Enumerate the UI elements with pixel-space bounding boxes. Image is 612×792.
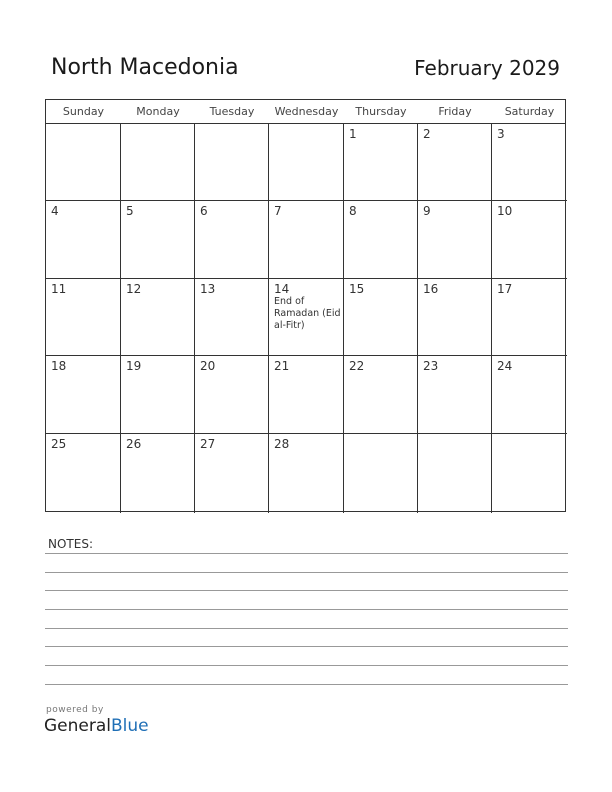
day-cell [344,356,418,434]
day-number: 13 [200,282,216,296]
note-line [45,590,568,591]
day-cell [269,279,344,356]
day-number: 22 [349,359,365,373]
day-number: 20 [200,359,216,373]
day-cell [492,124,567,201]
day-cell [121,356,195,434]
month-year-title: February 2029 [414,56,560,80]
day-cell [46,434,121,513]
day-number: 4 [51,204,59,218]
day-cell [344,201,418,279]
day-cell [195,356,269,434]
day-number: 9 [423,204,431,218]
weekday-header-wednesday: Wednesday [274,105,339,118]
day-number: 18 [51,359,67,373]
calendar-grid [45,99,566,512]
day-number: 10 [497,204,513,218]
day-cell [121,124,195,201]
day-number: 5 [126,204,134,218]
day-cell [269,201,344,279]
weekday-header-friday: Friday [438,105,472,118]
day-cell [344,279,418,356]
note-line [45,609,568,610]
logo-general: General [44,716,111,736]
weekday-header-monday: Monday [136,105,180,118]
note-line [45,646,568,647]
day-number: 17 [497,282,513,296]
day-cell [492,201,567,279]
day-cell [492,279,567,356]
day-cell [418,356,492,434]
day-number: 7 [274,204,282,218]
powered-by-text: powered by [46,705,104,715]
country-title: North Macedonia [51,55,239,80]
weekday-header-tuesday: Tuesday [209,105,255,118]
day-cell [344,124,418,201]
day-number: 6 [200,204,208,218]
weekday-header-thursday: Thursday [355,105,407,118]
holiday-event: End of Ramadan (Eid al-Fitr) [274,296,341,331]
day-cell [195,124,269,201]
weekday-header-row [46,100,565,124]
day-cell [492,356,567,434]
day-cell [344,434,418,513]
note-line [45,684,568,685]
day-cell [121,201,195,279]
day-number: 8 [349,204,357,218]
note-line [45,572,568,573]
day-number: 28 [274,437,290,451]
day-number: 16 [423,282,439,296]
day-cell [46,124,121,201]
note-line [45,665,568,666]
day-number: 19 [126,359,142,373]
day-cell [46,279,121,356]
day-cell [46,356,121,434]
day-cell [418,434,492,513]
day-number: 21 [274,359,290,373]
day-cell [195,279,269,356]
day-cell [46,201,121,279]
day-number: 25 [51,437,67,451]
day-number: 11 [51,282,67,296]
notes-label: NOTES: [48,537,93,551]
day-number: 3 [497,127,505,141]
weekday-header-sunday: Sunday [62,105,105,118]
day-number: 1 [349,127,357,141]
note-line [45,553,568,554]
day-cell [492,434,567,513]
day-cell [121,279,195,356]
day-cell [269,124,344,201]
note-line [45,628,568,629]
day-number: 15 [349,282,365,296]
day-cell [195,201,269,279]
day-cell [418,279,492,356]
day-number: 14 [274,282,290,296]
day-number: 26 [126,437,142,451]
day-number: 12 [126,282,142,296]
day-cell [195,434,269,513]
day-cell [269,434,344,513]
day-cell [418,201,492,279]
day-number: 24 [497,359,513,373]
day-cell [121,434,195,513]
generalblue-logo [44,716,149,736]
weekday-header-saturday: Saturday [504,105,555,118]
day-cell [418,124,492,201]
day-number: 2 [423,127,431,141]
logo-blue: Blue [111,716,149,736]
day-number: 27 [200,437,216,451]
day-number: 23 [423,359,439,373]
day-cell [269,356,344,434]
